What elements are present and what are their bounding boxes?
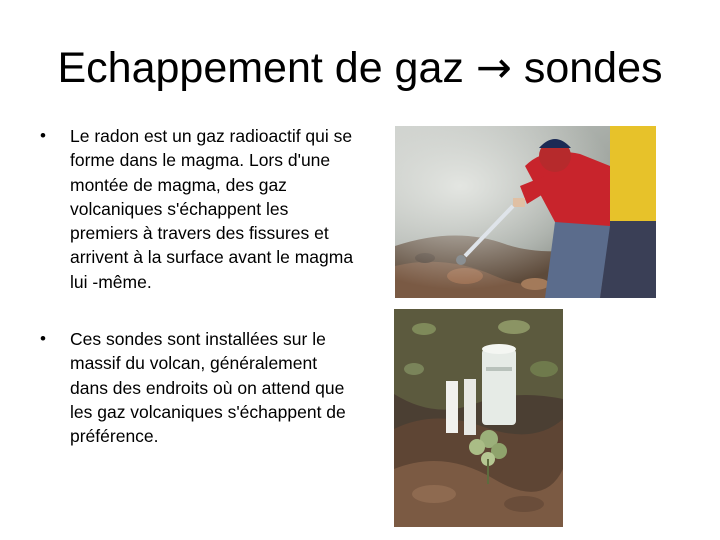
photo-volcanologists-illustration bbox=[395, 126, 656, 298]
title-text-before: Echappement de gaz bbox=[57, 44, 464, 92]
bullet-icon: • bbox=[40, 329, 46, 349]
photo-volcanologists-gas-measurement bbox=[395, 126, 656, 298]
bullet-text: Ces sondes sont installées sur le massif du volcan, généralement dans des endroits où on attend que les gaz volcaniques s'échappent de préférence. bbox=[70, 329, 346, 447]
bullet-item bbox=[36, 327, 356, 448]
photo-gas-probe-illustration bbox=[394, 309, 563, 527]
slide-title bbox=[0, 40, 720, 96]
title-text-after: sondes bbox=[523, 44, 663, 92]
bullet-item bbox=[36, 124, 356, 294]
photo-gas-probe-in-ground bbox=[394, 309, 563, 527]
bullet-text: Le radon est un gaz radioactif qui se forme dans le magma. Lors d'une montée de magma, des gaz volcaniques s'échappent les premiers à travers des fissures et arrivent à la surface avant le magma lui -même. bbox=[70, 126, 354, 292]
arrow-icon: → bbox=[475, 43, 512, 93]
bullet-icon: • bbox=[40, 126, 46, 145]
bullet-list bbox=[36, 124, 356, 449]
